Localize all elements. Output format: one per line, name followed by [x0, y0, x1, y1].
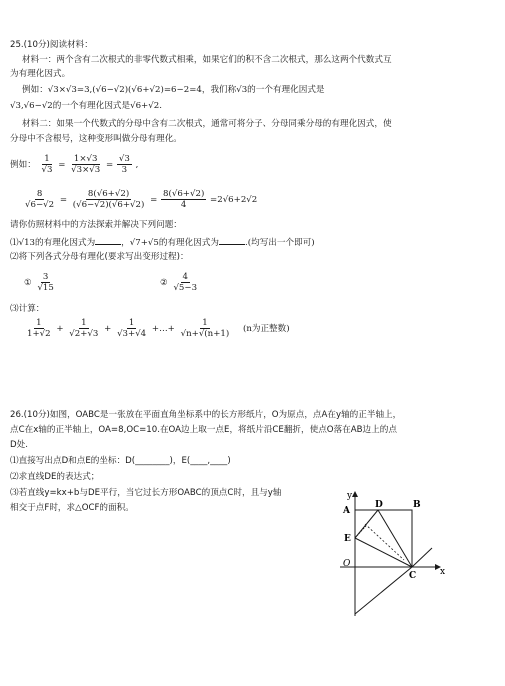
q26-line2: 点C在x轴的正半轴上，OA=8,OC=10.在OA边上取一点E，将纸片沿CE翻折，使点O落在AB边上的点: [10, 425, 397, 435]
q25-example1-line1: 例如：√3×√3=3,(√6−√2)(√6+√2)=6−2=4，我们称√3的一个有理化因式是: [22, 85, 325, 95]
fraction: $\frac{1}{√n+√(n+1)}$: [180, 318, 230, 339]
segment-ed: [355, 510, 378, 538]
label-y: y: [347, 491, 353, 501]
q26-line1: 26.(10分)如图，OABC是一张放在平面直角坐标系中的长方形纸片，O为原点，点A在y轴的正半轴上，: [10, 410, 402, 420]
q25-material1-line2: 为有理化因式。: [10, 69, 71, 79]
q25-part2-item1: ① $\frac{3}{√15}$: [24, 272, 54, 293]
q25-part2: ⑵将下列各式分母有理化(要求写出变形过程)：: [10, 252, 189, 262]
q26-figure: [320, 488, 450, 628]
q25-material1-line1: 材料一：两个含有二次根式的非零代数式相乘，如果它们的积不含二次根式，那么这两个代数式互: [22, 55, 392, 65]
fraction: $\frac{8(√6+√2)}{4}$: [163, 189, 205, 210]
example-label: 例如：: [10, 160, 36, 170]
label-e: E: [344, 534, 351, 544]
answer-blank[interactable]: [219, 236, 245, 245]
fraction: $\frac{1}{√3+√4}$: [117, 318, 147, 339]
label-x: x: [440, 567, 446, 577]
fraction: $\frac{√3}{3}$: [118, 154, 130, 175]
fold-dashed-line: [365, 524, 404, 560]
label-c: C: [409, 571, 417, 581]
q25-part2-item2: ② $\frac{4}{√5-3}$: [160, 272, 198, 293]
fraction: $\frac{1}{√3}$: [41, 154, 53, 175]
fraction: $\frac{8}{√6-√2}$: [25, 189, 55, 210]
label-a: A: [343, 506, 350, 516]
q25-material2-line1: 材料二：如果一个代数式的分母中含有二次根式，通常可将分子、分母同乘分母的有理化因式，使: [22, 119, 392, 129]
label-b: B: [413, 500, 421, 510]
q25-example-rationalize-1: 例如： $\frac{1}{√3}$ = $\frac{1\times√3}{√3\times√3}$ = $\frac{√3}{3}$ ,: [10, 154, 139, 175]
fraction: $\frac{1\times√3}{√3\times√3}$: [71, 154, 101, 175]
q25-example-rationalize-2: $\frac{8}{√6-√2}$ = $\frac{8(√6+√2)}{(√6-√2)(√6+√2)}$ = $\frac{8(√6+√2)}{4}$ =2√6+2√2: [25, 189, 258, 210]
q25-header: 25.(10分)阅读材料：: [10, 40, 93, 50]
label-o: O: [343, 559, 351, 569]
q26-line3: D处.: [10, 440, 28, 450]
answer-blank[interactable]: [95, 236, 121, 245]
q25-ask: 请你仿照材料中的方法探索并解决下列问题：: [10, 220, 182, 230]
q26-part2: ⑵求直线DE的表达式；: [10, 472, 100, 482]
q25-part1: ⑴√13的有理化因式为 ，√7+√5的有理化因式为 .(均写出一个即可): [10, 238, 315, 248]
fraction: $\frac{8(√6+√2)}{(√6-√2)(√6+√2)}$: [72, 189, 145, 210]
line-cf-extension: [412, 548, 432, 567]
fraction: $\frac{3}{√15}$: [37, 272, 54, 293]
fraction: $\frac{4}{√5-3}$: [173, 272, 198, 293]
q25-part3: ⑶计算：: [10, 304, 45, 314]
q26-part1: ⑴直接写出点D和点E的坐标：D(________)，E(____,____): [10, 456, 231, 466]
fraction: $\frac{1}{1+√2}$: [27, 318, 51, 339]
fraction: $\frac{1}{√2+√3}$: [69, 318, 99, 339]
q25-material2-line2: 分母中不含根号，这种变形叫做分母有理化。: [10, 134, 182, 144]
q26-part3-line2: 相交于点F时，求△OCF的面积。: [10, 503, 134, 513]
label-d: D: [375, 500, 383, 510]
line-cf: [355, 567, 412, 614]
q26-part3-line1: ⑶若直线y=kx+b与DE平行，当它过长方形OABC的顶点C时，且与y轴: [10, 488, 282, 498]
q25-part3-expression: $\frac{1}{1+√2}$ + $\frac{1}{√2+√3}$ + $\frac{1}{√3+√4}$ +…+ $\frac{1}{√n+√(n+1)}$ (n为正整数): [27, 318, 290, 339]
q25-example1-line2: √3,√6−√2的一个有理化因式是√6+√2.: [10, 101, 162, 111]
